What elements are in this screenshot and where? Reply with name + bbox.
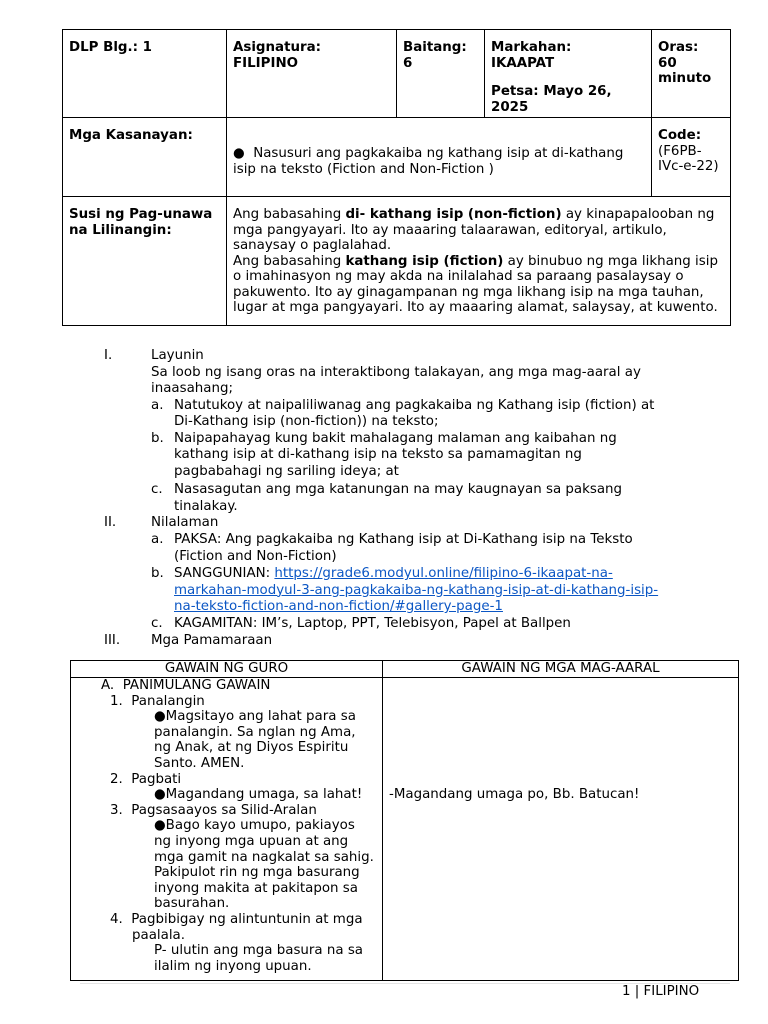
- objective-c-letter: c.: [151, 482, 163, 497]
- lesson-header-table: [62, 29, 731, 326]
- teacher-activity-cell: [71, 678, 383, 981]
- content-topic-line-1: PAKSA: Ang pagkakaiba ng Kathang isip at Di-Kathang isip na Teksto: [174, 532, 633, 547]
- objective-b-letter: b.: [151, 430, 164, 446]
- text-span: ay binubuo ng mga likhang isip o imahinasyon ng may akda na inilalahad sa paraang pasalaysay o pakuwento. Ito ay ginagampanan ng mga likhang isip na mga tauhan, lugar at mga pangyayari. Ito ay maaaring alamat, salaysay, at kuwento.: [233, 253, 718, 315]
- reference-link-part-3[interactable]: na-teksto-fiction-and-non-fiction/#gallery-page-1: [174, 599, 503, 614]
- time-unit: minuto: [658, 71, 712, 86]
- quarter-cell: [485, 30, 652, 118]
- text-span: Ang babasahing: [233, 253, 346, 269]
- reference-line-1: [174, 566, 694, 583]
- materials-text: KAGAMITAN: IM’s, Laptop, PPT, Telebisyon, Papel at Ballpen: [174, 616, 571, 631]
- key-understanding-paragraph-2: [233, 254, 724, 316]
- quarter-label: Markahan:: [491, 40, 572, 55]
- time-cell: [652, 30, 731, 118]
- student-activity-cell: [383, 678, 739, 981]
- text-span: ay kinapapalooban ng mga pangyayari. Ito ay maaaring talaarawan, editoryal, artikulo, sanaysay o paglalahad.: [233, 207, 715, 253]
- skills-item: [233, 128, 645, 177]
- step-3-title: 3. Pagsasaayos sa Silid-Aralan: [110, 802, 317, 818]
- objective-a-line-2: Di-Kathang isip (non-fiction)) na teksto;: [174, 414, 439, 429]
- objectives-intro-line-1: Sa loob ng isang oras na interaktibong talakayan, ang mga mag-aaral ay: [151, 364, 641, 380]
- section-a-title: A. PANIMULANG GAWAIN: [101, 678, 271, 693]
- reference-line-2: [174, 583, 694, 600]
- reference-label: SANGGUNIAN:: [174, 566, 275, 581]
- activity-table: [70, 660, 739, 981]
- key-understanding-paragraph-1: [233, 207, 724, 254]
- quarter-value: IKAAPAT: [491, 55, 555, 71]
- key-understanding-label-cell: [63, 197, 227, 326]
- key-understanding-label: Susi ng Pag-unawa na Lilinangin:: [69, 207, 213, 238]
- section-title-content: Nilalaman: [151, 515, 219, 530]
- skills-label: Mga Kasanayan:: [69, 128, 193, 143]
- section-title-procedure: Mga Pamamaraan: [151, 633, 273, 648]
- section-number-ii: II.: [104, 515, 117, 530]
- objective-c-line-1: Nasasagutan ang mga katanungan na may kaugnayan sa paksang: [174, 482, 623, 497]
- code-label: Code:: [658, 128, 702, 143]
- objective-b-line-1: Naipapahayag kung bakit mahalagang malaman ang kaibahan ng: [174, 430, 617, 446]
- objective-a-letter: a.: [151, 397, 164, 413]
- time-value: 60: [658, 55, 677, 71]
- text-span: Ang babasahing: [233, 207, 346, 222]
- skills-cell: [227, 118, 652, 197]
- nonfiction-term: di- kathang isip (non-fiction): [345, 207, 562, 222]
- content-c-letter: c.: [151, 616, 163, 631]
- objectives-intro-line-2: inaasahang;: [151, 381, 233, 396]
- bullet-icon: ●: [233, 146, 245, 161]
- date-text: Petsa: Mayo 26, 2025: [491, 84, 612, 115]
- student-greeting-response: -Magandang umaga po, Bb. Batucan!: [389, 787, 640, 802]
- objective-c-line-2: tinalakay.: [174, 498, 238, 514]
- grade-label: Baitang:: [403, 40, 467, 55]
- step-1-text: ●Magsitayo ang lahat para sa panalangin. Sa nglan ng Ama, ng Anak, at ng Diyos Espiritu Santo. AMEN.: [154, 709, 356, 771]
- time-label: Oras:: [658, 40, 699, 55]
- section-title-objectives: Layunin: [151, 348, 204, 363]
- dlp-number-cell: [63, 30, 227, 118]
- step-1-title: 1. Panalangin: [110, 693, 205, 709]
- skills-text: Nasusuri ang pagkakaiba ng kathang isip at di-kathang isip na teksto (Fiction and Non-Fiction ): [233, 146, 624, 177]
- reference-link-part-1[interactable]: https://grade6.modyul.online/filipino-6-ikaapat-na-: [274, 566, 613, 581]
- section-number-iii: III.: [104, 633, 121, 648]
- step-4-text: P- ulutin ang mga basura na sa ilalim ng inyong upuan.: [154, 943, 363, 974]
- teacher-activity-header: GAWAIN NG GURO: [71, 661, 383, 678]
- key-understanding-cell: [227, 197, 731, 326]
- objective-b-line-3: pagbabahagi ng sariling ideya; at: [174, 463, 399, 479]
- content-a-letter: a.: [151, 532, 164, 547]
- step-3-text: ●Bago kayo umupo, pakiayos ng inyong mga upuan at ang mga gamit na nagkalat sa sahig. Pakipulot rin ng mga basurang inyong makita at pakitapon sa basurahan.: [154, 818, 374, 912]
- section-number-i: I.: [104, 348, 113, 363]
- skills-label-cell: [63, 118, 227, 197]
- subject-cell: [227, 30, 397, 118]
- content-topic-line-2: (Fiction and Non-Fiction): [174, 548, 337, 564]
- dlp-number: DLP Blg.: 1: [69, 40, 152, 55]
- step-2-title: 2. Pagbati: [110, 771, 182, 787]
- subject-label: Asignatura:: [233, 40, 322, 55]
- code-value: (F6PB-IVc-e-22): [658, 143, 719, 174]
- student-activity-header: GAWAIN NG MGA MAG-AARAL: [383, 661, 739, 678]
- step-4-title: 4. Pagbibigay ng alintuntunin at mga paalala.: [110, 911, 363, 943]
- reference-link-part-2[interactable]: markahan-modyul-3-ang-pagkakaiba-ng-kathang-isip-at-di-kathang-isip-: [174, 582, 659, 598]
- grade-value: 6: [403, 55, 413, 71]
- page-footer: 1 | FILIPINO: [622, 984, 700, 999]
- content-b-letter: b.: [151, 566, 164, 581]
- grade-cell: [397, 30, 485, 118]
- subject-value: FILIPINO: [233, 55, 299, 71]
- code-cell: [652, 118, 731, 197]
- objective-b-line-2: kathang isip at di-kathang isip na teksto sa pamamagitan ng: [174, 447, 582, 462]
- reference-line-3: [174, 599, 694, 616]
- objective-a-line-1: Natutukoy at naipaliliwanag ang pagkakaiba ng Kathang isip (fiction) at: [174, 397, 655, 413]
- step-2-text: ●Magandang umaga, sa lahat!: [154, 787, 363, 803]
- fiction-term: kathang isip (fiction): [345, 253, 504, 269]
